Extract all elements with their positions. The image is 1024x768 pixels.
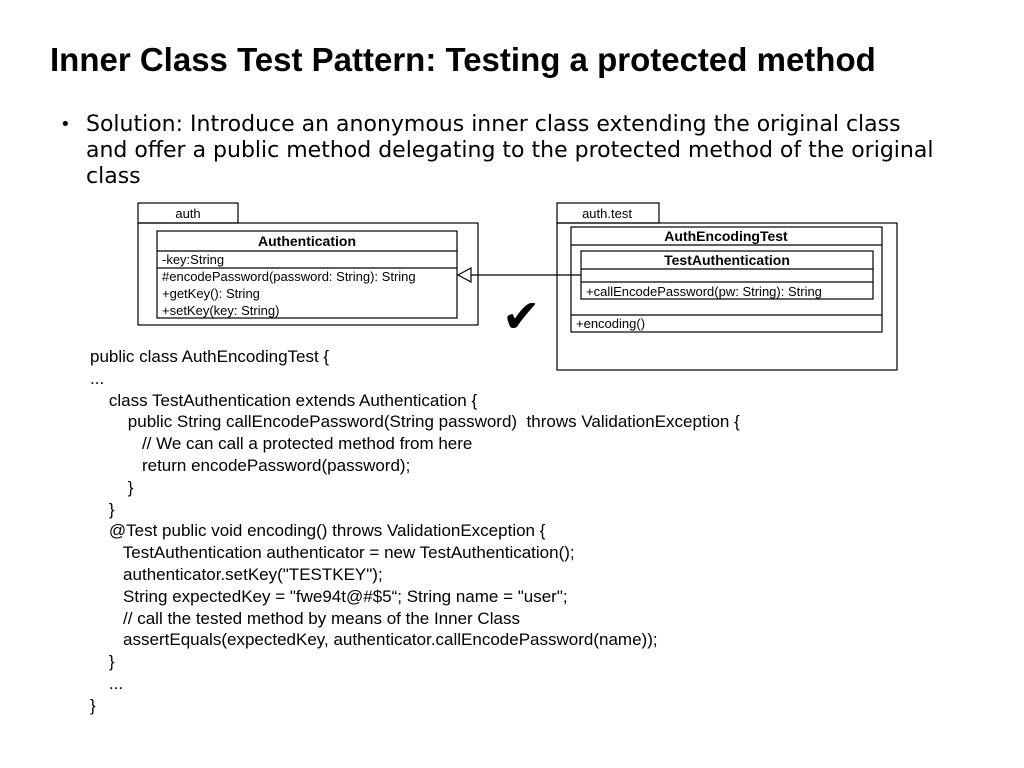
checkmark-icon: ✔ — [502, 290, 541, 342]
bullet-dot: • — [60, 114, 71, 135]
class-authentication-attribute: -key:String — [162, 252, 225, 267]
generalization-arrow — [458, 268, 581, 282]
class-test-authentication-name: TestAuthentication — [664, 252, 790, 268]
class-authentication-operation: +setKey(key: String) — [162, 303, 280, 318]
class-authentication-operation: +getKey(): String — [162, 286, 260, 301]
code-line: assertEquals(expectedKey, authenticator.callEncodePassword(name)); — [90, 630, 658, 650]
package-auth-label: auth — [175, 206, 201, 221]
slide-title: Inner Class Test Pattern: Testing a protected method — [50, 41, 876, 78]
code-line: class TestAuthentication extends Authentication { — [90, 390, 478, 410]
code-line: public String callEncodePassword(String password) throws ValidationException { — [90, 412, 740, 432]
code-line: // We can call a protected method from here — [90, 434, 473, 454]
class-authentication-operation: #encodePassword(password: String): String — [162, 269, 416, 284]
class-auth-encoding-test-operation: +encoding() — [576, 316, 646, 331]
package-auth-test-label: auth.test — [582, 206, 632, 221]
code-line: } — [90, 477, 134, 497]
code-line: public class AuthEncodingTest { — [90, 347, 330, 366]
class-authentication-name: Authentication — [258, 233, 356, 249]
code-listing — [90, 346, 740, 717]
code-line: ... — [90, 368, 105, 388]
code-line: } — [90, 499, 115, 519]
class-auth-encoding-test-name: AuthEncodingTest — [664, 228, 788, 244]
code-line: } — [90, 652, 115, 672]
code-line: return encodePassword(password); — [90, 455, 411, 475]
code-line: } — [90, 695, 96, 715]
code-line: TestAuthentication authenticator = new TestAuthentication(); — [90, 543, 575, 563]
code-line: ... — [90, 673, 124, 693]
class-test-authentication-operation: +callEncodePassword(pw: String): String — [586, 284, 822, 299]
code-line: authenticator.setKey("TESTKEY"); — [90, 564, 383, 584]
code-line: String expectedKey = "fwe94t@#$5“; String name = "user"; — [90, 586, 568, 606]
code-line: // call the tested method by means of the Inner Class — [90, 608, 520, 628]
bullet-text: Solution: Introduce an anonymous inner class extending the original class and offer a public method delegating to the protected method of the original class — [86, 112, 934, 189]
code-line: @Test public void encoding() throws ValidationException { — [90, 521, 546, 541]
